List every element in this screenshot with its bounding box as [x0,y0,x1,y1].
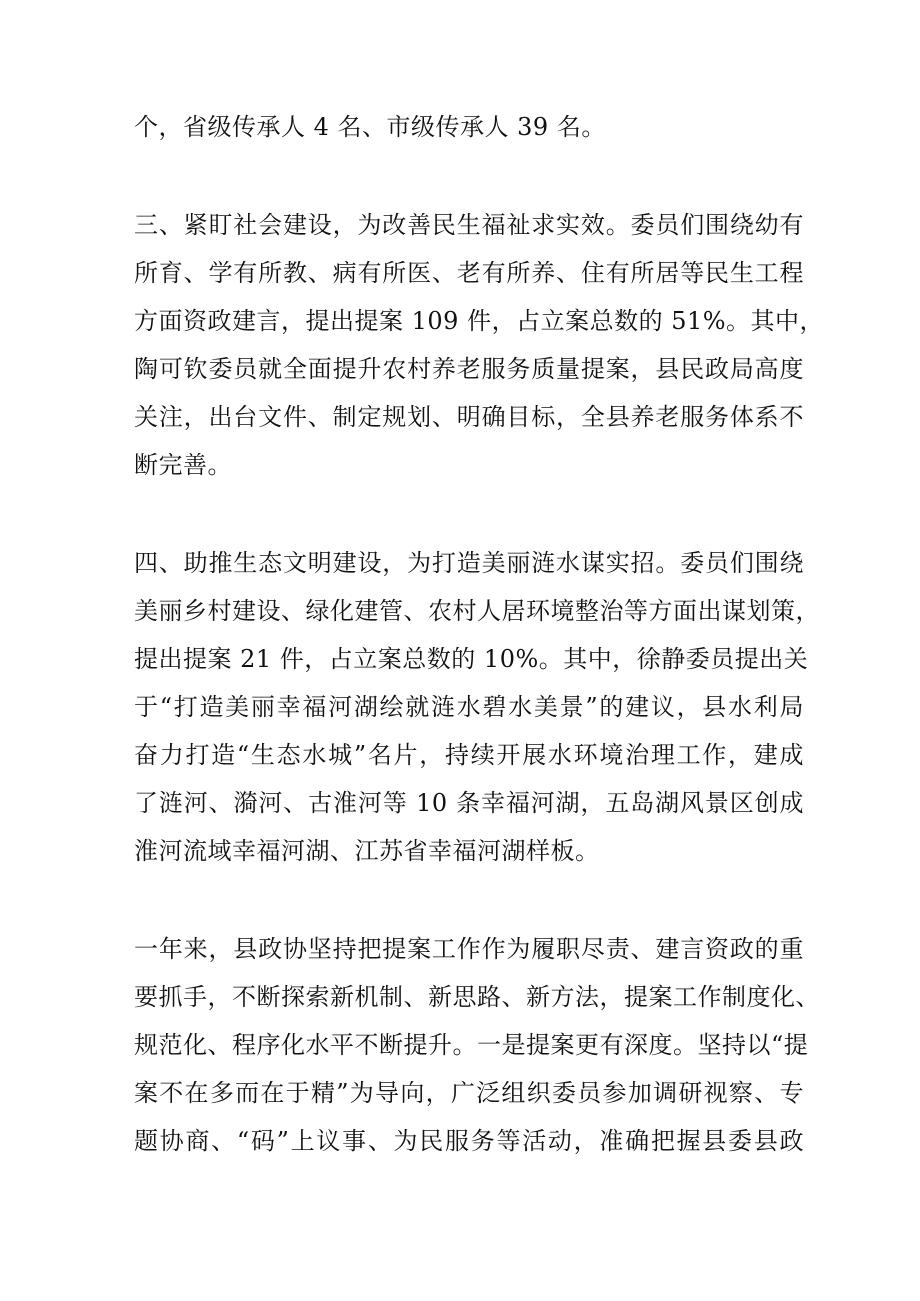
paragraph-ecological-civilization [134,539,820,875]
text-line: 方面资政建言，提出提案 109 件，占立案总数的 51%。其中， [134,307,825,335]
text-line: 四、助推生态文明建设，为打造美丽涟水谋实招。委员们围绕 [134,549,804,577]
paragraph-gap [134,489,920,539]
text-line: 了涟河、漪河、古淮河等 10 条幸福河湖，五岛湖风景区创成 [134,789,804,817]
text-line: 陶可钦委员就全面提升农村养老服务质量提案，县民政局高度 [134,355,804,383]
text-line: 案不在多而在于精”为导向，广泛组织委员参加调研视察、专 [134,1079,804,1107]
text-line: 个，省级传承人 4 名、市级传承人 39 名。 [134,113,606,141]
text-line: 规范化、程序化水平不断提升。一是提案更有深度。坚持以“提 [134,1031,809,1059]
text-line: 于“打造美丽幸福河湖绘就涟水碧水美景”的建议，县水利局 [134,693,804,721]
text-line: 奋力打造“生态水城”名片，持续开展水环境治理工作，建成 [134,741,804,769]
text-line: 一年来，县政协坚持把提案工作作为履职尽责、建言资政的重 [134,935,804,963]
paragraph-proposal-work [134,925,820,1165]
text-line: 要抓手，不断探索新机制、新思路、新方法，提案工作制度化、 [134,983,820,1011]
text-line: 题协商、“码”上议事、为民服务等活动，准确把握县委县政 [134,1127,804,1155]
text-line: 断完善。 [134,451,232,479]
paragraph-inheritors [134,103,804,151]
text-line: 三、紧盯社会建设，为改善民生福祉求实效。委员们围绕幼有 [134,211,804,239]
paragraph-social-construction [134,201,825,489]
text-line: 关注，出台文件、制定规划、明确目标，全县养老服务体系不 [134,403,804,431]
text-line: 提出提案 21 件，占立案总数的 10%。其中，徐静委员提出关 [134,645,809,673]
paragraph-gap [134,875,920,925]
text-line: 所育、学有所教、病有所医、老有所养、住有所居等民生工程 [134,259,804,287]
paragraph-gap [134,151,920,201]
text-line: 淮河流域幸福河湖、江苏省幸福河湖样板。 [134,837,600,865]
text-line: 美丽乡村建设、绿化建管、农村人居环境整治等方面出谋划策， [134,597,820,625]
